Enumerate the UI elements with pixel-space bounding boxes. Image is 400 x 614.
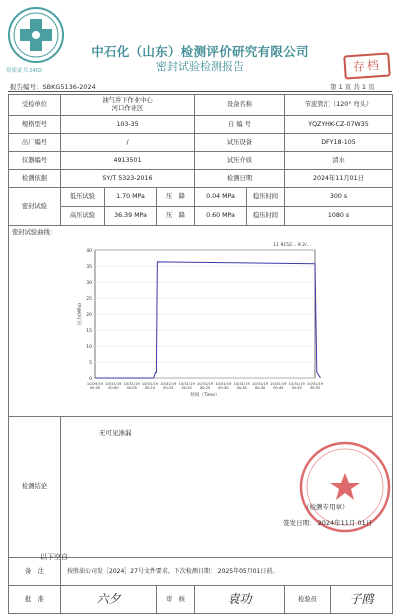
pressure-chart bbox=[9, 226, 393, 416]
label-seal-test: 密封试验 bbox=[9, 188, 61, 226]
label-notes: 备 注 bbox=[9, 558, 61, 586]
label-approve: 批 准 bbox=[9, 586, 61, 614]
label-standard: 检测依据 bbox=[9, 170, 61, 188]
x-tick-label: 10/31/19 bbox=[105, 382, 122, 386]
x-tick-label: 00:00 bbox=[89, 386, 101, 390]
value-standard: SY/T 5323-2016 bbox=[61, 170, 195, 188]
curve-cell bbox=[9, 226, 393, 417]
legend: 11 9152… 9 2/… bbox=[273, 243, 311, 248]
logo-caption: 资质证书 2402 bbox=[6, 68, 42, 74]
x-tick-label: 10/31/19 bbox=[288, 382, 305, 386]
label-low-hold: 稳压时间 bbox=[247, 188, 285, 207]
report-table bbox=[8, 94, 393, 614]
report-title: 密封试验检测报告 bbox=[156, 60, 244, 73]
signature-review bbox=[195, 586, 285, 614]
label-low-drop: 压 降 bbox=[157, 188, 195, 207]
x-tick-label: 10/31/19 bbox=[141, 382, 159, 386]
label-test-equipment: 试压设备 bbox=[195, 134, 285, 152]
x-tick-label: 00:20 bbox=[181, 386, 192, 390]
y-tick-label: 10 bbox=[86, 345, 92, 350]
y-tick-label: 40 bbox=[86, 249, 92, 254]
curve-label: 密封试验曲线： bbox=[12, 229, 57, 236]
value-instrument-number: 4913501 bbox=[61, 152, 195, 170]
signature-inspector bbox=[331, 586, 393, 614]
x-tick-label: 10/31/19 bbox=[270, 382, 287, 386]
x-tick-label: 00:05 bbox=[126, 386, 137, 390]
label-instrument-number: 仪器编号 bbox=[9, 152, 61, 170]
archive-stamp: 存档 bbox=[343, 52, 391, 79]
x-tick-label: 10/31/19 bbox=[215, 382, 232, 386]
value-high-pressure: 36.39 MPa bbox=[105, 207, 157, 226]
x-tick-label: 10/31/19 bbox=[196, 382, 214, 386]
label-test-date: 检测日期 bbox=[195, 170, 285, 188]
x-tick-label: 00:50 bbox=[291, 386, 302, 390]
end-marker: 以下空白 bbox=[40, 553, 68, 561]
conclusion-text: 无可见渗漏 bbox=[99, 429, 132, 437]
x-tick-label: 00:35 bbox=[236, 386, 247, 390]
label-factory-number: 出厂编号 bbox=[9, 134, 61, 152]
value-factory-number: / bbox=[61, 134, 195, 152]
value-self-number: YQZYHK-CZ-07W35 bbox=[285, 116, 393, 134]
x-tick-label: 00:30 bbox=[218, 386, 229, 390]
value-model: 103-35 bbox=[61, 116, 195, 134]
label-high-drop: 压 降 bbox=[157, 207, 195, 226]
label-model: 规格型号 bbox=[9, 116, 61, 134]
signature-review-text: 袁功 bbox=[227, 592, 252, 606]
x-tick-label: 00:40 bbox=[254, 386, 266, 390]
signature-approve bbox=[61, 586, 157, 614]
x-tick-label: 00:45 bbox=[273, 386, 284, 390]
x-tick-label: 00:25 bbox=[199, 386, 211, 390]
x-tick-label: 10/31/19 bbox=[178, 382, 195, 386]
y-tick-label: 25 bbox=[86, 297, 92, 302]
value-test-equipment: DFY18-105 bbox=[285, 134, 393, 152]
value-test-date: 2024年11月01日 bbox=[285, 170, 393, 188]
value-inspected-unit: 油气井下作业中心 河口作业区 bbox=[61, 95, 195, 116]
page-number: 第 1 页 共 1 页 bbox=[330, 83, 375, 91]
value-high-hold: 1080 s bbox=[285, 207, 393, 226]
y-axis-label: 压力(MPa) bbox=[78, 303, 83, 325]
x-tick-label: 10/29/19 bbox=[86, 382, 104, 386]
value-low-pressure: 1.70 MPa bbox=[105, 188, 157, 207]
value-test-medium: 清水 bbox=[285, 152, 393, 170]
notes-text: 按胜油公司发［2024］27号文件要求，下次检测日期： 2025年05月01日前。 bbox=[61, 558, 393, 586]
value-low-hold: 300 s bbox=[285, 188, 393, 207]
label-inspected-unit: 受检单位 bbox=[9, 95, 61, 116]
label-equipment-name: 设备名称 bbox=[195, 95, 285, 116]
organization-name: 中石化（山东）检测评价研究有限公司 bbox=[91, 44, 309, 59]
x-tick-label: 10/31/19 bbox=[233, 382, 250, 386]
x-tick-label: 10/31/19 bbox=[251, 382, 269, 386]
label-high-pressure: 高压试验 bbox=[61, 207, 105, 226]
x-tick-label: 00:10 bbox=[144, 386, 156, 390]
label-test-medium: 试压介质 bbox=[195, 152, 285, 170]
y-tick-label: 5 bbox=[89, 361, 92, 366]
x-tick-label: 10/31/19 bbox=[160, 382, 177, 386]
x-tick-label: 00:00 bbox=[108, 386, 119, 390]
x-tick-label: 10/31/19 bbox=[123, 382, 140, 386]
company-logo bbox=[6, 5, 66, 65]
signature-approve-text: 六夕 bbox=[96, 592, 121, 606]
seal-caption: （检测专用章） bbox=[303, 503, 349, 511]
conclusion-cell bbox=[61, 417, 393, 558]
y-tick-label: 30 bbox=[86, 281, 92, 286]
x-tick-label: 00:55 bbox=[309, 386, 321, 390]
value-equipment-name: 节流管汇（120° 弯头） bbox=[285, 95, 393, 116]
label-high-hold: 稳压时间 bbox=[247, 207, 285, 226]
report-number: 报告编号：SBKG5136-2024 bbox=[10, 83, 96, 91]
issue-date: 签发日期： 2024年11月 01日 bbox=[283, 519, 373, 527]
label-conclusion: 检测结论 bbox=[9, 417, 61, 558]
y-tick-label: 20 bbox=[86, 313, 92, 318]
label-low-pressure: 低压试验 bbox=[61, 188, 105, 207]
label-review: 审 核 bbox=[157, 586, 195, 614]
x-tick-label: 10/31/19 bbox=[306, 382, 324, 386]
x-axis-label: 时间（Time） bbox=[190, 393, 220, 398]
y-tick-label: 0 bbox=[89, 377, 92, 382]
value-low-drop: 0.04 MPa bbox=[195, 188, 247, 207]
header-divider bbox=[8, 91, 392, 92]
y-tick-label: 35 bbox=[86, 265, 92, 270]
label-inspector: 检验员 bbox=[285, 586, 331, 614]
signature-inspector-text: 子鸥 bbox=[349, 592, 374, 606]
x-tick-label: 00:15 bbox=[163, 386, 174, 390]
label-self-number: 自 编 号 bbox=[195, 116, 285, 134]
value-high-drop: 0.60 MPa bbox=[195, 207, 247, 226]
y-tick-label: 15 bbox=[86, 329, 92, 334]
